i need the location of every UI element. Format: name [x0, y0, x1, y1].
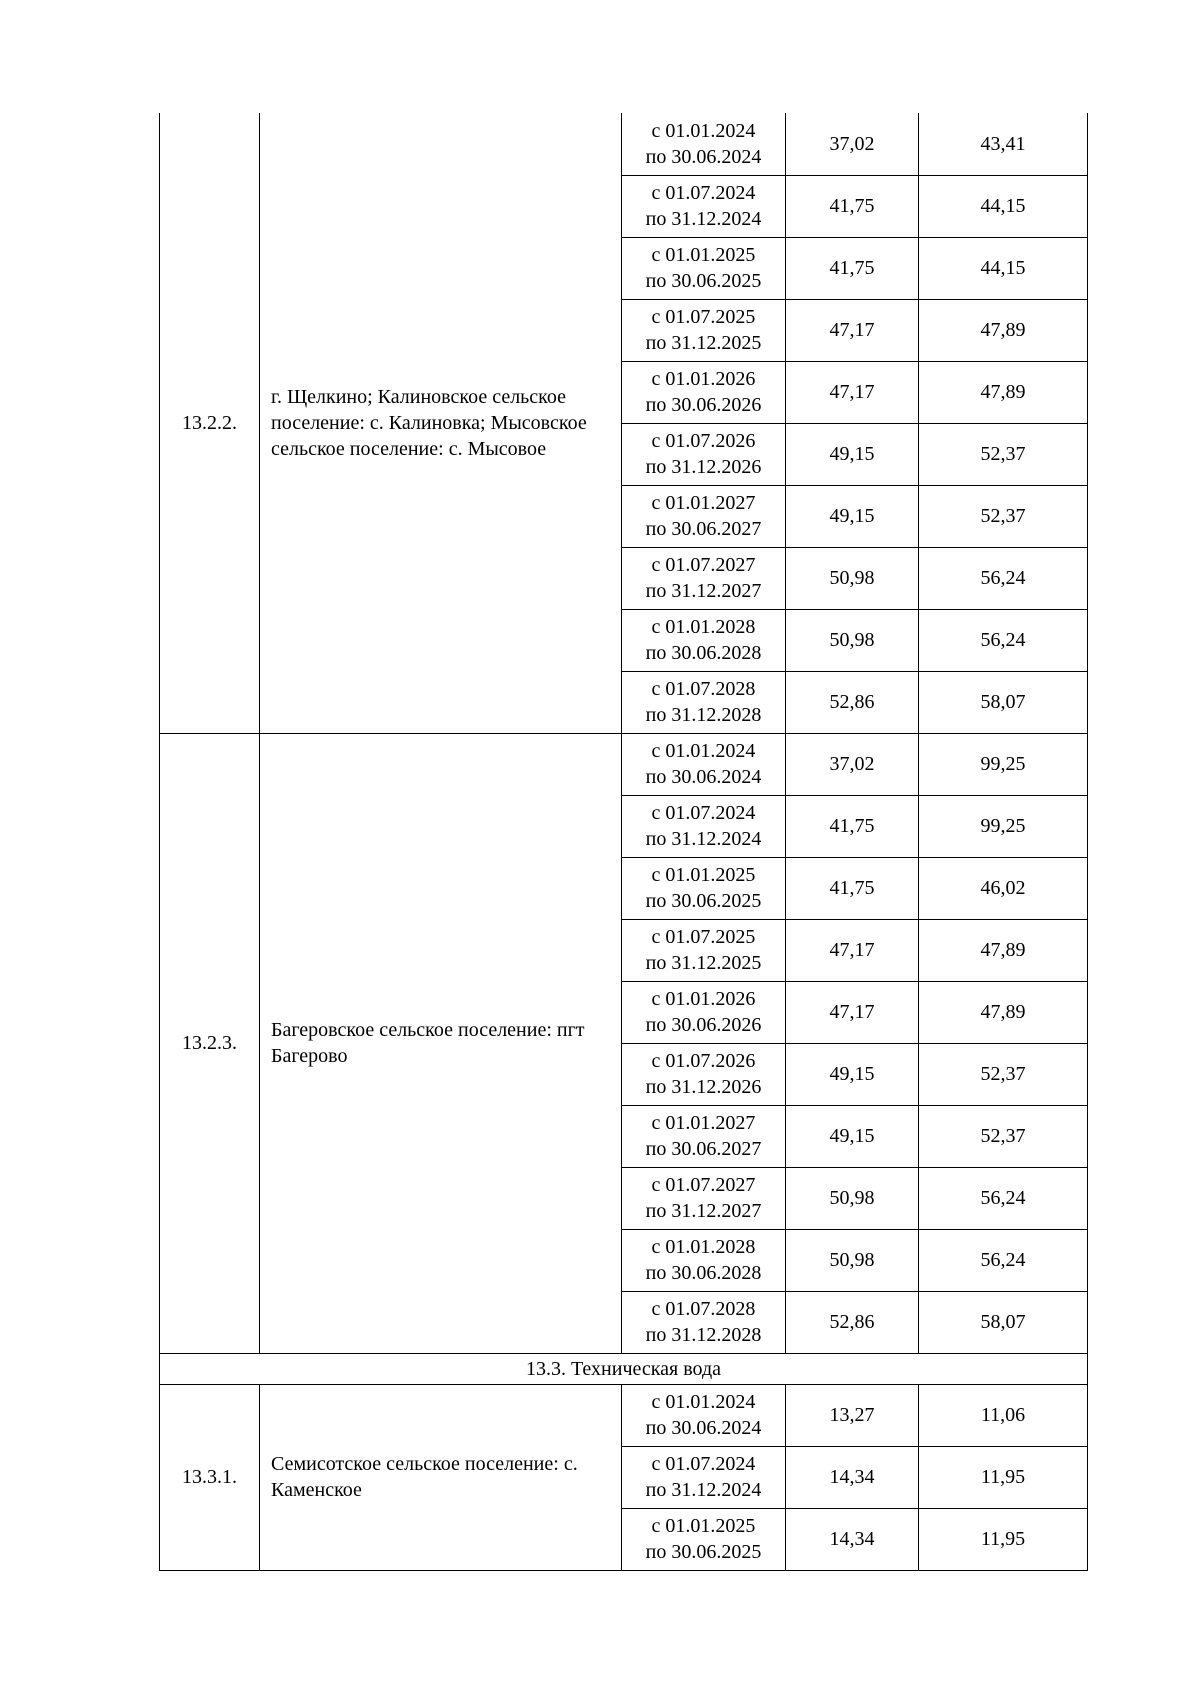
- period-from: с 01.07.2025: [651, 926, 756, 948]
- period-cell: [622, 1384, 786, 1446]
- period-to: по 31.12.2025: [645, 332, 762, 354]
- period-from: с 01.01.2025: [651, 864, 756, 886]
- tariff-value-1: 50,98: [786, 609, 919, 671]
- period-cell: [622, 113, 786, 175]
- tariff-value-1: 52,86: [786, 1291, 919, 1353]
- tariff-value-1: 52,86: [786, 671, 919, 733]
- tariff-value-1: 50,98: [786, 1167, 919, 1229]
- period-from: с 01.01.2028: [651, 616, 756, 638]
- period-cell: [622, 1105, 786, 1167]
- period-cell: [622, 1508, 786, 1570]
- period-cell: [622, 1229, 786, 1291]
- tariff-value-2: 56,24: [919, 1167, 1088, 1229]
- period-from: с 01.01.2024: [651, 119, 756, 142]
- tariff-value-2: 52,37: [919, 1043, 1088, 1105]
- tariff-table-body: [160, 113, 1088, 1570]
- period-to: по 31.12.2028: [645, 1324, 762, 1346]
- period-to: по 30.06.2025: [645, 270, 762, 292]
- tariff-value-1: 47,17: [786, 981, 919, 1043]
- period-cell: [622, 361, 786, 423]
- tariff-value-1: 14,34: [786, 1446, 919, 1508]
- period-cell: [622, 1043, 786, 1105]
- period-cell: [622, 795, 786, 857]
- tariff-value-1: 49,15: [786, 1105, 919, 1167]
- period-to: по 30.06.2024: [645, 1417, 762, 1439]
- settlement-name: Багеровское сельское поселение: пгт Багерово: [260, 733, 622, 1353]
- period-to: по 30.06.2026: [645, 394, 762, 416]
- tariff-value-2: 47,89: [919, 981, 1088, 1043]
- period-cell: [622, 547, 786, 609]
- tariff-value-1: 50,98: [786, 1229, 919, 1291]
- tariff-value-2: 99,25: [919, 795, 1088, 857]
- item-code: 13.3.1.: [160, 1384, 260, 1570]
- tariff-value-1: 49,15: [786, 1043, 919, 1105]
- tariff-value-2: 52,37: [919, 423, 1088, 485]
- settlement-name: г. Щелкино; Калиновское сельское поселение: с. Калиновка; Мысовское сельское поселение: с. Мысовое: [260, 113, 622, 733]
- tariff-value-1: 41,75: [786, 237, 919, 299]
- tariff-value-1: 49,15: [786, 423, 919, 485]
- period-from: с 01.07.2027: [651, 554, 756, 576]
- tariff-value-1: 47,17: [786, 919, 919, 981]
- tariff-value-2: 56,24: [919, 609, 1088, 671]
- period-to: по 31.12.2027: [645, 580, 762, 602]
- period-cell: [622, 919, 786, 981]
- tariff-value-2: 43,41: [919, 113, 1088, 175]
- period-from: с 01.07.2024: [651, 802, 756, 824]
- period-cell: [622, 423, 786, 485]
- period-from: с 01.01.2026: [651, 368, 756, 390]
- tariff-value-1: 47,17: [786, 361, 919, 423]
- period-from: с 01.01.2026: [651, 988, 756, 1010]
- period-cell: [622, 609, 786, 671]
- table-row: [160, 113, 1088, 175]
- period-from: с 01.01.2027: [651, 492, 756, 514]
- tariff-value-1: 41,75: [786, 857, 919, 919]
- tariff-value-2: 58,07: [919, 1291, 1088, 1353]
- section-title: 13.3. Техническая вода: [160, 1353, 1088, 1384]
- tariff-value-2: 56,24: [919, 1229, 1088, 1291]
- tariff-value-2: 47,89: [919, 361, 1088, 423]
- tariff-value-1: 41,75: [786, 175, 919, 237]
- period-to: по 30.06.2028: [645, 1262, 762, 1284]
- period-cell: [622, 175, 786, 237]
- period-cell: [622, 733, 786, 795]
- period-from: с 01.07.2026: [651, 430, 756, 452]
- tariff-value-2: 52,37: [919, 485, 1088, 547]
- period-cell: [622, 485, 786, 547]
- period-from: с 01.01.2025: [651, 1515, 756, 1537]
- tariff-value-2: 47,89: [919, 299, 1088, 361]
- tariff-value-2: 11,06: [919, 1384, 1088, 1446]
- period-from: с 01.07.2028: [651, 1298, 756, 1320]
- period-cell: [622, 857, 786, 919]
- tariff-value-2: 11,95: [919, 1446, 1088, 1508]
- tariff-value-2: 44,15: [919, 175, 1088, 237]
- period-from: с 01.07.2024: [651, 182, 756, 204]
- period-to: по 30.06.2024: [645, 766, 762, 788]
- period-cell: [622, 1446, 786, 1508]
- period-to: по 31.12.2026: [645, 456, 762, 478]
- tariff-value-2: 58,07: [919, 671, 1088, 733]
- tariff-value-1: 41,75: [786, 795, 919, 857]
- section-header-row: [160, 1353, 1088, 1384]
- period-from: с 01.07.2026: [651, 1050, 756, 1072]
- period-to: по 31.12.2026: [645, 1076, 762, 1098]
- period-cell: [622, 237, 786, 299]
- tariff-value-1: 37,02: [786, 733, 919, 795]
- tariff-value-1: 47,17: [786, 299, 919, 361]
- period-from: с 01.01.2024: [651, 1391, 756, 1413]
- period-to: по 31.12.2028: [645, 704, 762, 726]
- period-from: с 01.01.2027: [651, 1112, 756, 1134]
- table-row: [160, 1384, 1088, 1446]
- period-from: с 01.01.2025: [651, 244, 756, 266]
- item-code: 13.2.3.: [160, 733, 260, 1353]
- period-to: по 30.06.2024: [645, 145, 762, 168]
- period-cell: [622, 671, 786, 733]
- period-to: по 30.06.2027: [645, 518, 762, 540]
- tariff-value-1: 14,34: [786, 1508, 919, 1570]
- period-to: по 30.06.2026: [645, 1014, 762, 1036]
- period-from: с 01.07.2024: [651, 1453, 756, 1475]
- tariff-value-1: 13,27: [786, 1384, 919, 1446]
- table-row: [160, 733, 1088, 795]
- period-cell: [622, 1167, 786, 1229]
- period-cell: [622, 1291, 786, 1353]
- tariff-value-2: 56,24: [919, 547, 1088, 609]
- period-to: по 30.06.2028: [645, 642, 762, 664]
- period-to: по 31.12.2024: [645, 1479, 762, 1501]
- period-to: по 30.06.2025: [645, 1541, 762, 1563]
- tariff-table: [159, 113, 1088, 1571]
- period-from: с 01.01.2024: [651, 740, 756, 762]
- tariff-value-1: 50,98: [786, 547, 919, 609]
- period-from: с 01.01.2028: [651, 1236, 756, 1258]
- period-from: с 01.07.2025: [651, 306, 756, 328]
- tariff-value-2: 44,15: [919, 237, 1088, 299]
- tariff-value-2: 52,37: [919, 1105, 1088, 1167]
- period-cell: [622, 981, 786, 1043]
- tariff-value-1: 37,02: [786, 113, 919, 175]
- settlement-name: Семисотское сельское поселение: с. Каменское: [260, 1384, 622, 1570]
- period-to: по 30.06.2025: [645, 890, 762, 912]
- item-code: 13.2.2.: [160, 113, 260, 733]
- period-to: по 31.12.2024: [645, 828, 762, 850]
- tariff-value-2: 11,95: [919, 1508, 1088, 1570]
- tariff-value-2: 99,25: [919, 733, 1088, 795]
- tariff-value-2: 47,89: [919, 919, 1088, 981]
- period-to: по 31.12.2027: [645, 1200, 762, 1222]
- period-from: с 01.07.2027: [651, 1174, 756, 1196]
- tariff-value-2: 46,02: [919, 857, 1088, 919]
- period-to: по 31.12.2025: [645, 952, 762, 974]
- period-from: с 01.07.2028: [651, 678, 756, 700]
- period-to: по 30.06.2027: [645, 1138, 762, 1160]
- tariff-value-1: 49,15: [786, 485, 919, 547]
- period-cell: [622, 299, 786, 361]
- period-to: по 31.12.2024: [645, 208, 762, 230]
